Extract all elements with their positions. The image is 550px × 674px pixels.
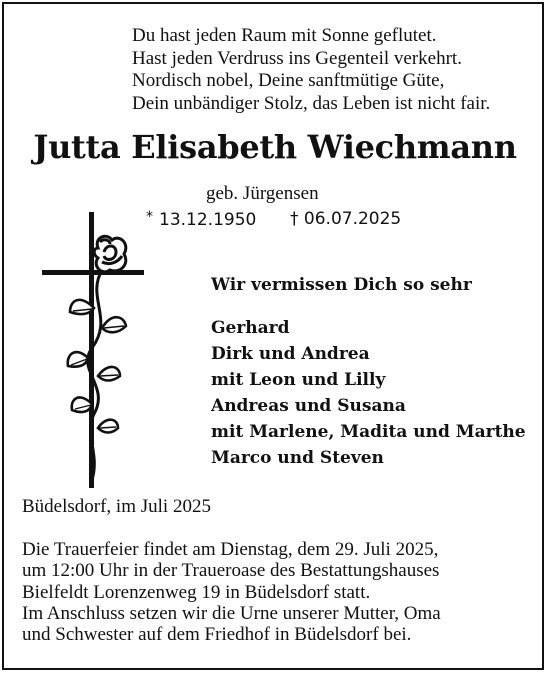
service-line: Die Trauerfeier findet am Dienstag, dem 29. Juli 2025, bbox=[22, 539, 439, 560]
death-date: 06.07.2025 bbox=[303, 209, 402, 229]
death-symbol: † bbox=[290, 209, 299, 229]
service-line: um 12:00 Uhr in der Traueroase des Bestattungshauses bbox=[22, 560, 440, 582]
place-date: Büdelsdorf, im Juli 2025 bbox=[22, 496, 211, 517]
service-line: und Schwester auf dem Friedhof in Büdelsdorf bei. bbox=[22, 624, 412, 646]
mourner-name: Marco und Steven bbox=[211, 448, 384, 468]
service-line: Im Anschluss setzen wir die Urne unserer Mutter, Oma bbox=[22, 602, 441, 624]
poem-line: Dein unbändiger Stolz, das Leben ist nicht fair. bbox=[132, 92, 491, 114]
mourner-name: Andreas und Susana bbox=[211, 396, 406, 416]
mourners-intro: Wir vermissen Dich so sehr bbox=[211, 275, 472, 295]
mourner-name: mit Leon und Lilly bbox=[211, 370, 386, 390]
deceased-name: Jutta Elisabeth Wiechmann bbox=[33, 128, 517, 166]
poem-line: Hast jeden Verdruss ins Gegenteil verkehrt. bbox=[132, 47, 462, 69]
poem-line: Du hast jeden Raum mit Sonne geflutet. bbox=[132, 25, 437, 46]
birth-date-group bbox=[146, 209, 256, 230]
death-date-group bbox=[290, 209, 401, 229]
birth-symbol: * bbox=[146, 209, 153, 225]
service-line: Bielfeldt Lorenzenweg 19 in Büdelsdorf statt. bbox=[22, 581, 371, 603]
mourners-block bbox=[211, 272, 526, 471]
maiden-name: geb. Jürgensen bbox=[206, 183, 319, 204]
poem-line: Nordisch nobel, Deine sanftmütige Güte, bbox=[132, 70, 445, 91]
poem bbox=[132, 25, 532, 115]
mourner-name: mit Marlene, Madita und Marthe bbox=[211, 422, 526, 442]
birth-date: 13.12.1950 bbox=[159, 210, 257, 230]
service-details bbox=[22, 539, 542, 645]
mourner-name: Gerhard bbox=[211, 318, 290, 338]
cross-with-rose-icon bbox=[40, 208, 148, 498]
mourner-name: Dirk und Andrea bbox=[211, 344, 370, 364]
